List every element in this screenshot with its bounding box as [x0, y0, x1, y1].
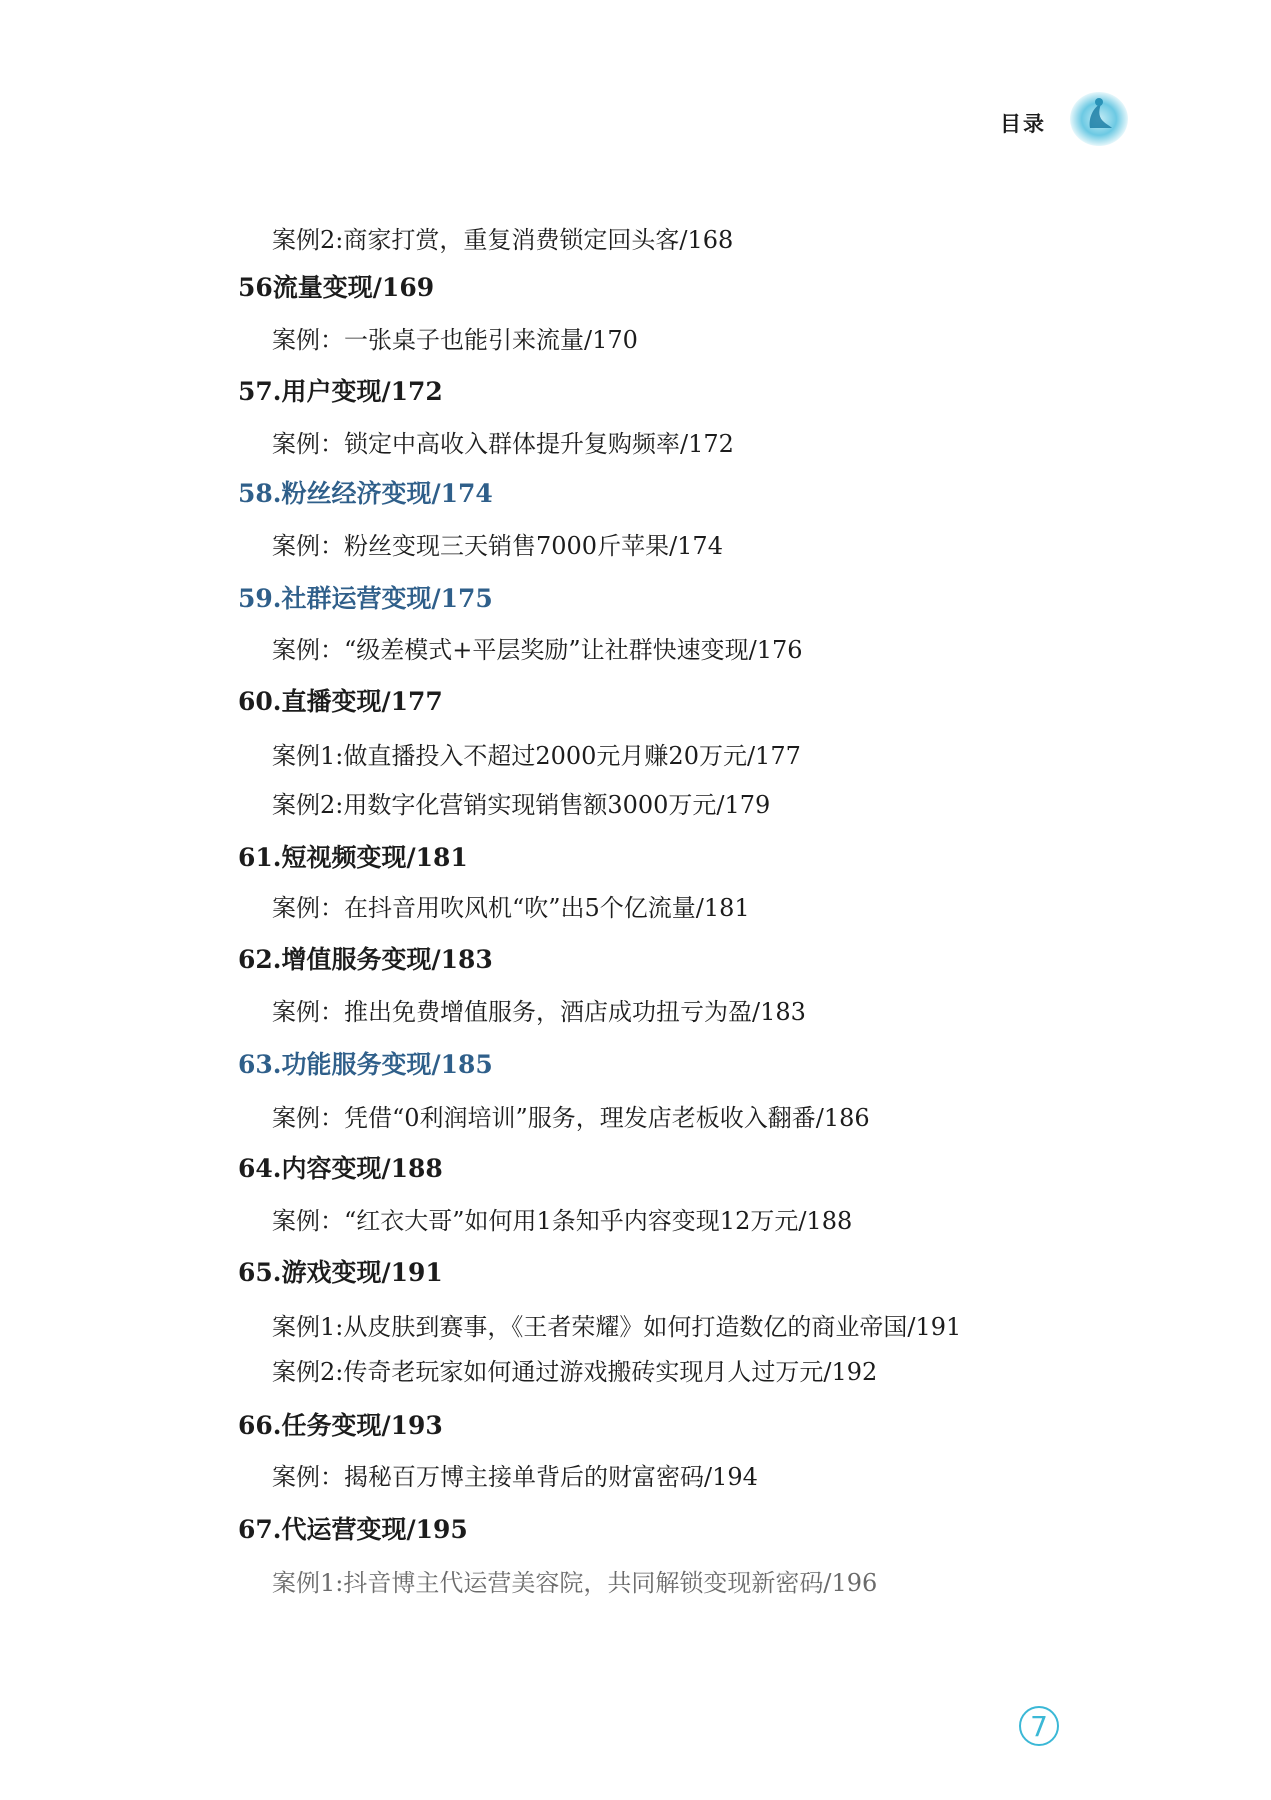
toc-section-entry: 65.游戏变现/191 [238, 1258, 443, 1287]
header-title: 目录 [1000, 112, 1046, 136]
toc-case-entry: 案例：锁定中高收入群体提升复购频率/172 [272, 430, 734, 458]
toc-section-entry: 60.直播变现/177 [238, 687, 443, 716]
toc-section-entry: 67.代运营变现/195 [238, 1515, 468, 1544]
toc-case-entry: 案例1:从皮肤到赛事，《王者荣耀》如何打造数亿的商业帝国/191 [272, 1313, 962, 1341]
toc-case-entry: 案例2:商家打赏，重复消费锁定回头客/168 [272, 226, 734, 254]
toc-case-entry: 案例：一张桌子也能引来流量/170 [272, 326, 638, 354]
toc-section-entry: 64.内容变现/188 [238, 1154, 443, 1183]
toc-section-entry: 66.任务变现/193 [238, 1411, 443, 1440]
toc-section-entry: 57.用户变现/172 [238, 377, 443, 406]
toc-case-entry: 案例：粉丝变现三天销售7000斤苹果/174 [272, 532, 723, 560]
toc-section-entry: 59.社群运营变现/175 [238, 584, 493, 613]
toc-section-entry: 56流量变现/169 [238, 273, 435, 302]
book-logo-icon [1068, 88, 1130, 150]
page-number: 7 [1019, 1706, 1059, 1746]
toc-case-entry: 案例2:传奇老玩家如何通过游戏搬砖实现月人过万元/192 [272, 1358, 878, 1386]
toc-case-entry: 案例：凭借“0利润培训”服务，理发店老板收入翻番/186 [272, 1104, 870, 1132]
toc-case-entry: 案例1:做直播投入不超过2000元月赚20万元/177 [272, 742, 801, 770]
toc-section-entry: 63.功能服务变现/185 [238, 1050, 493, 1079]
toc-section-entry: 62.增值服务变现/183 [238, 945, 493, 974]
toc-case-entry: 案例1:抖音博主代运营美容院，共同解锁变现新密码/196 [272, 1569, 878, 1597]
toc-case-entry: 案例：在抖音用吹风机“吹”出5个亿流量/181 [272, 894, 750, 922]
toc-case-entry: 案例：“级差模式+平层奖励”让社群快速变现/176 [272, 636, 803, 664]
toc-section-entry: 61.短视频变现/181 [238, 843, 468, 872]
toc-case-entry: 案例：推出免费增值服务，酒店成功扭亏为盈/183 [272, 998, 806, 1026]
toc-case-entry: 案例2:用数字化营销实现销售额3000万元/179 [272, 791, 771, 819]
toc-case-entry: 案例：“红衣大哥”如何用1条知乎内容变现12万元/188 [272, 1207, 853, 1235]
toc-section-entry: 58.粉丝经济变现/174 [238, 479, 493, 508]
page-header [1000, 88, 1130, 158]
toc-case-entry: 案例：揭秘百万博主接单背后的财富密码/194 [272, 1463, 758, 1491]
